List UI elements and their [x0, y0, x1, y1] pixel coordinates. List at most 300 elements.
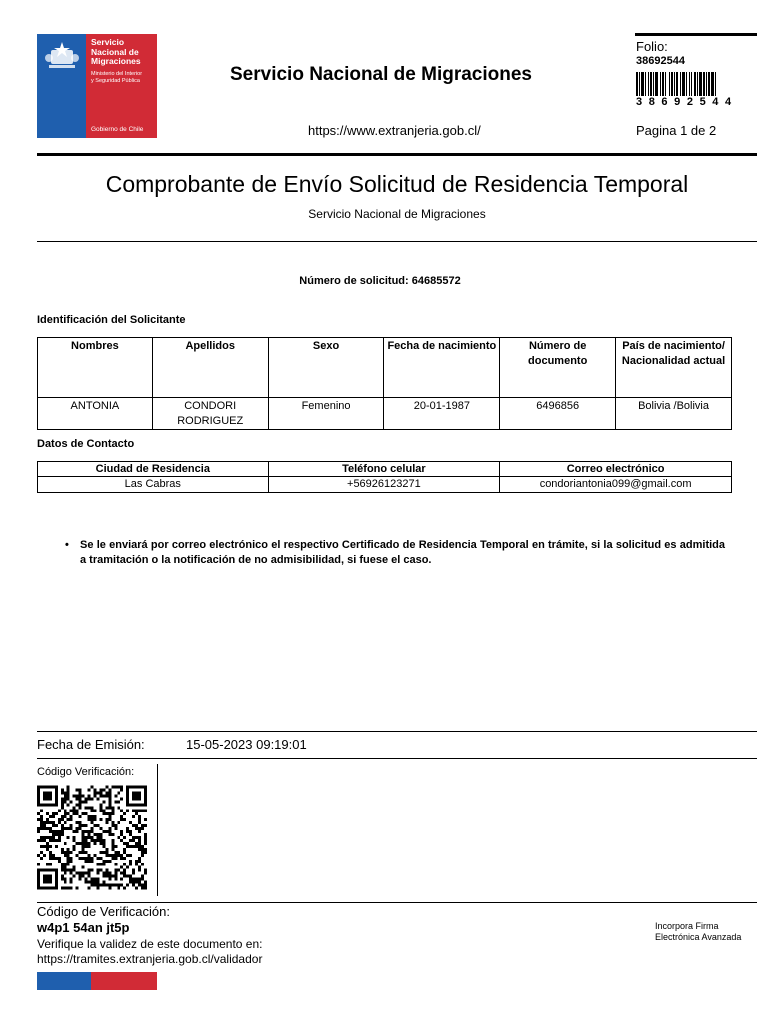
qr-module: [105, 872, 108, 875]
qr-module: [37, 812, 40, 815]
qr-module: [129, 839, 132, 842]
qr-module: [102, 842, 105, 845]
qr-module: [37, 854, 40, 857]
request-number-line: Número de solicitud: 64685572: [299, 275, 461, 287]
qr-module: [55, 794, 58, 797]
contact-section-title: Datos de Contacto: [37, 438, 135, 450]
qr-module: [58, 830, 61, 833]
contact-table-header: [38, 462, 732, 477]
qr-module: [99, 884, 102, 887]
qr-module: [96, 797, 99, 800]
qr-module: [91, 860, 94, 863]
qr-module: [99, 791, 102, 794]
qr-module: [129, 845, 132, 848]
qr-module: [102, 884, 105, 887]
barcode-bar: [648, 72, 649, 96]
barcode-bar: [653, 72, 654, 96]
qr-module: [135, 878, 138, 881]
qr-module: [108, 791, 111, 794]
qr-module: [91, 809, 94, 812]
qr-module: [91, 857, 94, 860]
qr-module: [52, 836, 55, 839]
qr-module: [37, 878, 40, 881]
qr-module: [99, 833, 102, 836]
qr-module: [102, 788, 105, 791]
qr-module: [88, 854, 91, 857]
qr-module: [55, 812, 58, 815]
qr-module: [85, 812, 88, 815]
qr-module: [93, 884, 96, 887]
qr-module: [108, 800, 111, 803]
qr-module: [132, 809, 135, 812]
qr-module: [117, 800, 120, 803]
barcode-bar: [682, 72, 685, 96]
qr-module: [96, 857, 99, 860]
qr-module: [132, 794, 135, 797]
qr-module: [102, 800, 105, 803]
qr-module: [88, 830, 91, 833]
qr-module: [82, 830, 85, 833]
qr-module: [61, 818, 64, 821]
qr-module: [105, 830, 108, 833]
qr-module: [52, 869, 55, 872]
qr-module: [49, 854, 52, 857]
qr-module: [120, 872, 123, 875]
qr-module: [55, 875, 58, 878]
qr-module: [138, 809, 141, 812]
qr-module: [132, 815, 135, 818]
qr-module: [105, 854, 108, 857]
qr-module: [49, 881, 52, 884]
qr-module: [144, 884, 147, 887]
qr-module: [79, 842, 82, 845]
qr-module: [120, 884, 123, 887]
flag-red: [91, 972, 157, 990]
qr-module: [76, 797, 79, 800]
qr-module: [49, 857, 52, 860]
request-number-label: Número de solicitud: [299, 275, 406, 287]
cell-nombres: ANTONIA: [38, 398, 153, 430]
qr-module: [73, 875, 76, 878]
qr-module: [76, 809, 79, 812]
qr-module: [46, 803, 49, 806]
qr-module: [102, 863, 105, 866]
barcode-bar: [641, 72, 644, 96]
qr-module: [88, 887, 91, 890]
qr-module: [132, 785, 135, 788]
qr-module: [46, 869, 49, 872]
qr-module: [67, 827, 70, 830]
qr-module: [117, 884, 120, 887]
qr-module: [108, 818, 111, 821]
qr-module: [111, 812, 114, 815]
qr-module: [61, 797, 64, 800]
barcode-bar: [715, 72, 716, 96]
qr-module: [37, 791, 40, 794]
qr-module: [126, 803, 129, 806]
emission-top-rule: [37, 731, 757, 732]
barcode-bar: [639, 72, 640, 96]
qr-module: [85, 842, 88, 845]
qr-module: [49, 869, 52, 872]
qr-module: [61, 866, 64, 869]
applicant-section-title: Identificación del Solicitante: [37, 314, 186, 326]
header-divider: [37, 153, 757, 156]
qr-divider: [157, 764, 158, 896]
qr-module: [129, 860, 132, 863]
qr-module: [132, 824, 135, 827]
qr-module: [129, 785, 132, 788]
qr-module: [46, 812, 49, 815]
qr-module: [141, 878, 144, 881]
qr-module: [102, 812, 105, 815]
qr-module: [138, 818, 141, 821]
qr-module: [132, 872, 135, 875]
qr-module: [55, 845, 58, 848]
qr-module: [141, 827, 144, 830]
qr-module: [82, 842, 85, 845]
qr-module: [49, 875, 52, 878]
qr-module: [123, 818, 126, 821]
qr-module: [79, 797, 82, 800]
service-url[interactable]: https://www.extranjeria.gob.cl/: [308, 123, 481, 138]
barcode-bar: [671, 72, 673, 96]
qr-module: [102, 872, 105, 875]
qr-module: [82, 794, 85, 797]
qr-module: [46, 887, 49, 890]
qr-module: [70, 800, 73, 803]
qr-module: [64, 794, 67, 797]
qr-module: [117, 791, 120, 794]
qr-module: [135, 860, 138, 863]
qr-module: [67, 836, 70, 839]
qr-module: [132, 797, 135, 800]
qr-module: [135, 791, 138, 794]
qr-module: [141, 863, 144, 866]
qr-module: [49, 794, 52, 797]
qr-module: [114, 785, 117, 788]
qr-module: [126, 794, 129, 797]
qr-module: [105, 860, 108, 863]
qr-module: [67, 860, 70, 863]
qr-module: [76, 842, 79, 845]
qr-module: [40, 809, 43, 812]
qr-module: [138, 827, 141, 830]
qr-module: [120, 878, 123, 881]
qr-module: [88, 788, 91, 791]
qr-module: [108, 797, 111, 800]
qr-module: [52, 854, 55, 857]
qr-module: [102, 845, 105, 848]
qr-module: [85, 836, 88, 839]
qr-module: [82, 848, 85, 851]
folio-number: 38692544: [636, 55, 685, 67]
qr-module: [61, 824, 64, 827]
qr-module: [99, 794, 102, 797]
qr-module: [138, 785, 141, 788]
signature-note: Incorpora Firma Electrónica Avanzada: [655, 921, 742, 942]
qr-module: [64, 809, 67, 812]
qr-module: [73, 806, 76, 809]
qr-module: [73, 866, 76, 869]
qr-module: [138, 842, 141, 845]
qr-module: [85, 857, 88, 860]
cell-pais-nacimiento: Bolivia /Bolivia: [616, 398, 732, 430]
qr-module: [144, 803, 147, 806]
qr-module: [138, 845, 141, 848]
qr-module: [73, 839, 76, 842]
qr-module: [43, 845, 46, 848]
notice-bullet: [65, 538, 725, 568]
barcode: [636, 72, 754, 96]
qr-module: [55, 872, 58, 875]
qr-module: [64, 815, 67, 818]
qr-module: [144, 794, 147, 797]
qr-module: [55, 791, 58, 794]
qr-module: [108, 872, 111, 875]
qr-module: [99, 809, 102, 812]
qr-module: [52, 821, 55, 824]
document-subtitle: Servicio Nacional de Migraciones: [308, 207, 486, 221]
qr-module: [135, 803, 138, 806]
qr-module: [132, 839, 135, 842]
bullet-dot: •: [65, 539, 69, 551]
flag-blue: [37, 972, 91, 990]
qr-module: [55, 833, 58, 836]
qr-module: [99, 842, 102, 845]
qr-module: [49, 785, 52, 788]
barcode-bar: [680, 72, 681, 96]
qr-module: [55, 887, 58, 890]
qr-module: [120, 785, 123, 788]
qr-module: [76, 803, 79, 806]
qr-module: [144, 881, 147, 884]
qr-module: [114, 875, 117, 878]
qr-module: [55, 788, 58, 791]
qr-module: [123, 842, 126, 845]
qr-module: [91, 836, 94, 839]
qr-module: [135, 881, 138, 884]
qr-module: [55, 884, 58, 887]
qr-module: [58, 821, 61, 824]
qr-module: [79, 878, 82, 881]
qr-module: [43, 797, 46, 800]
col-sexo: Sexo: [268, 338, 384, 398]
qr-module: [102, 875, 105, 878]
qr-module: [129, 878, 132, 881]
qr-module: [61, 869, 64, 872]
qr-module: [64, 887, 67, 890]
col-correo: Correo electrónico: [500, 462, 732, 477]
qr-module: [37, 818, 40, 821]
qr-module: [135, 827, 138, 830]
qr-module: [76, 854, 79, 857]
applicant-table: [37, 337, 732, 430]
qr-module: [85, 878, 88, 881]
table-row: [38, 477, 732, 493]
qr-module: [141, 887, 144, 890]
qr-module: [67, 854, 70, 857]
qr-module: [135, 887, 138, 890]
qr-module: [135, 845, 138, 848]
qr-module: [126, 830, 129, 833]
qr-module: [37, 797, 40, 800]
qr-module: [117, 851, 120, 854]
qr-module: [55, 803, 58, 806]
qr-module: [67, 848, 70, 851]
qr-module: [144, 836, 147, 839]
qr-module: [120, 839, 123, 842]
qr-module: [49, 791, 52, 794]
qr-module: [40, 827, 43, 830]
qr-module: [144, 824, 147, 827]
qr-module: [73, 812, 76, 815]
qr-module: [73, 794, 76, 797]
qr-module: [49, 851, 52, 854]
qr-module: [82, 812, 85, 815]
qr-module: [85, 824, 88, 827]
qr-module: [144, 851, 147, 854]
qr-module: [82, 857, 85, 860]
qr-module: [135, 824, 138, 827]
qr-module: [138, 794, 141, 797]
qr-module: [108, 788, 111, 791]
qr-module: [61, 833, 64, 836]
barcode-bar: [689, 72, 690, 96]
verify-url[interactable]: https://tramites.extranjeria.gob.cl/validador: [37, 952, 263, 966]
qr-module: [46, 878, 49, 881]
qr-module: [91, 785, 94, 788]
qr-module: [76, 827, 79, 830]
cell-correo[interactable]: condoriantonia099@gmail.com: [500, 477, 732, 493]
qr-module: [126, 845, 129, 848]
qr-module: [102, 881, 105, 884]
qr-module: [79, 821, 82, 824]
qr-module: [99, 836, 102, 839]
qr-module: [64, 863, 67, 866]
table-row: [38, 398, 732, 430]
qr-module: [108, 806, 111, 809]
qr-module: [85, 806, 88, 809]
qr-module: [141, 851, 144, 854]
qr-module: [70, 878, 73, 881]
qr-module: [132, 869, 135, 872]
qr-module: [79, 875, 82, 878]
qr-module: [144, 800, 147, 803]
qr-module: [141, 848, 144, 851]
qr-module: [120, 818, 123, 821]
qr-module: [49, 797, 52, 800]
qr-module: [138, 848, 141, 851]
barcode-bar: [686, 72, 687, 96]
qr-module: [91, 827, 94, 830]
qr-module: [64, 878, 67, 881]
qr-module: [55, 830, 58, 833]
qr-module: [138, 839, 141, 842]
qr-module: [91, 818, 94, 821]
qr-module: [37, 827, 40, 830]
qr-module: [76, 794, 79, 797]
qr-module: [61, 887, 64, 890]
qr-module: [96, 869, 99, 872]
qr-module: [85, 797, 88, 800]
barcode-bar: [691, 72, 692, 96]
qr-module: [105, 848, 108, 851]
qr-module: [73, 869, 76, 872]
qr-module: [67, 791, 70, 794]
qr-module: [126, 884, 129, 887]
qr-module: [93, 833, 96, 836]
qr-module: [96, 836, 99, 839]
qr-module: [40, 857, 43, 860]
qr-module: [46, 845, 49, 848]
qr-module: [111, 833, 114, 836]
qr-module: [135, 812, 138, 815]
qr-module: [43, 869, 46, 872]
qr-module: [138, 857, 141, 860]
qr-module: [117, 887, 120, 890]
qr-module: [108, 812, 111, 815]
notice-text: Se le enviará por correo electrónico el respectivo Certificado de Residencia Temporal en trámite, si la solicitud es admitida a tramitación o la notificación de no admisibilidad, si fuese el caso.: [80, 539, 725, 566]
qr-module: [93, 842, 96, 845]
qr-module: [108, 830, 111, 833]
qr-module: [49, 839, 52, 842]
barcode-bar: [645, 72, 646, 96]
qr-module: [123, 887, 126, 890]
qr-module: [102, 809, 105, 812]
qr-module: [64, 800, 67, 803]
qr-module: [123, 848, 126, 851]
qr-module: [93, 794, 96, 797]
qr-module: [67, 857, 70, 860]
qr-module: [117, 869, 120, 872]
qr-module: [138, 866, 141, 869]
qr-module: [126, 866, 129, 869]
qr-module: [64, 791, 67, 794]
qr-module: [123, 869, 126, 872]
qr-module: [108, 878, 111, 881]
qr-module: [88, 845, 91, 848]
service-title: Servicio Nacional de Migraciones: [230, 64, 532, 85]
qr-module: [82, 839, 85, 842]
qr-module: [105, 869, 108, 872]
qr-module: [105, 821, 108, 824]
qr-module: [114, 845, 117, 848]
qr-module: [46, 881, 49, 884]
barcode-bar: [650, 72, 652, 96]
qr-module: [135, 836, 138, 839]
qr-module: [70, 809, 73, 812]
qr-module: [40, 887, 43, 890]
qr-module: [96, 878, 99, 881]
qr-module: [43, 785, 46, 788]
qr-module: [132, 881, 135, 884]
qr-module: [49, 887, 52, 890]
qr-module: [111, 809, 114, 812]
qr-module: [123, 872, 126, 875]
qr-module: [85, 851, 88, 854]
qr-module: [43, 803, 46, 806]
qr-module: [49, 803, 52, 806]
qr-module: [102, 830, 105, 833]
qr-code: [37, 785, 147, 890]
qr-module: [111, 839, 114, 842]
barcode-bar: [669, 72, 670, 96]
qr-module: [37, 863, 40, 866]
qr-module: [43, 887, 46, 890]
qr-module: [108, 833, 111, 836]
qr-module: [93, 881, 96, 884]
